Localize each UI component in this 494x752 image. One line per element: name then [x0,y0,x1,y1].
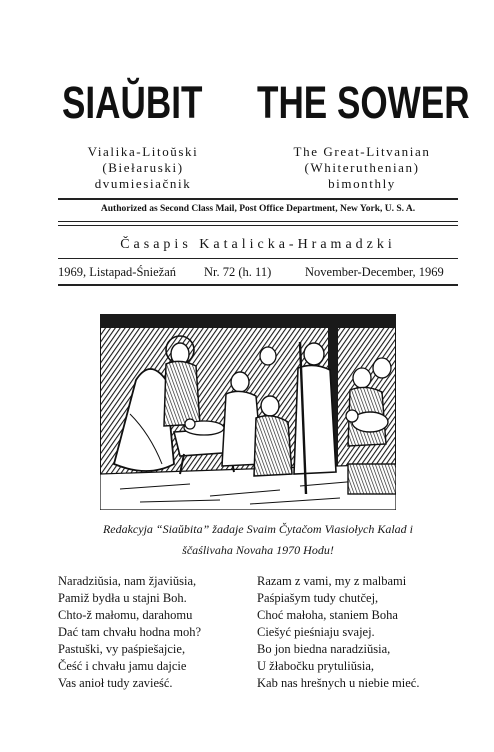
title-siaubit: SIAŬBIT [62,77,203,128]
title-the-sower: THE SOWER [257,77,470,128]
poem-line: Kab nas hrešnych u niebie mieć. [257,676,420,690]
poem-line: Razam z vami, my z malbami [257,574,407,588]
periodical-subtitle: Časapis Katalicka-Hramadzki [120,237,396,252]
masthead-right-subtitle [262,144,462,192]
poem-line: Pamiž bydła u stajni Boh. [58,591,187,605]
christmas-greeting-line-2: ščaślivaha Novaha 1970 Hodu! [182,543,334,557]
christmas-greeting-line-1: Redakcyja “Siaŭbita” žadaje Svaim Čytačom Viasiołych Kalad i [102,522,414,536]
mail-authorization-notice: Authorized as Second Class Mail, Post Office Department, New York, U. S. A. [100,204,416,214]
divider-rule [58,225,458,226]
poem-line: Naradziŭsia, nam žjaviŭsia, [58,574,197,588]
poem-line: Bo jon biedna naradziŭsia, [257,642,391,656]
issue-number: Nr. 72 (h. 11) [204,265,272,279]
poem-line: Vas anioł tudy zavieść. [58,676,173,690]
subtitle-line: (Whiteruthenian) [304,160,420,175]
poem-line: Čeść i chvału jamu dajcie [58,659,187,673]
nativity-illustration [100,314,396,510]
subtitle-line: bimonthly [328,176,396,191]
subtitle-line: Vialika-Litoŭski [87,144,199,159]
poem-column-left [58,573,201,692]
poem-line: Choć małoha, staniem Boha [257,608,398,622]
poem-line: Chto-ž małomu, darahomu [58,608,193,622]
poem-line: Pastuški, vy paśpiešajcie, [58,642,186,656]
subtitle-line: (Biełaruski) [102,160,184,175]
subtitle-line: The Great-Litvanian [293,144,431,159]
issue-date-english: November-December, 1969 [305,265,444,279]
poem-column-right [257,573,419,692]
divider-rule [58,284,458,286]
divider-rule [58,258,458,259]
issue-date-local: 1969, Listapad-Śniežań [58,265,177,279]
poem-line: U žłabočku prytuliŭsia, [257,659,374,673]
divider-rule [58,198,458,200]
masthead-left-subtitle [58,144,228,192]
subtitle-line: dvumiesiačnik [94,176,192,191]
divider-rule [58,221,458,222]
poem-line: Dać tam chvału hodna moh? [58,625,202,639]
poem-line: Paśpiašym tudy chutčej, [257,591,379,605]
poem-line: Ciešyć pieśniaju svajej. [257,625,375,639]
